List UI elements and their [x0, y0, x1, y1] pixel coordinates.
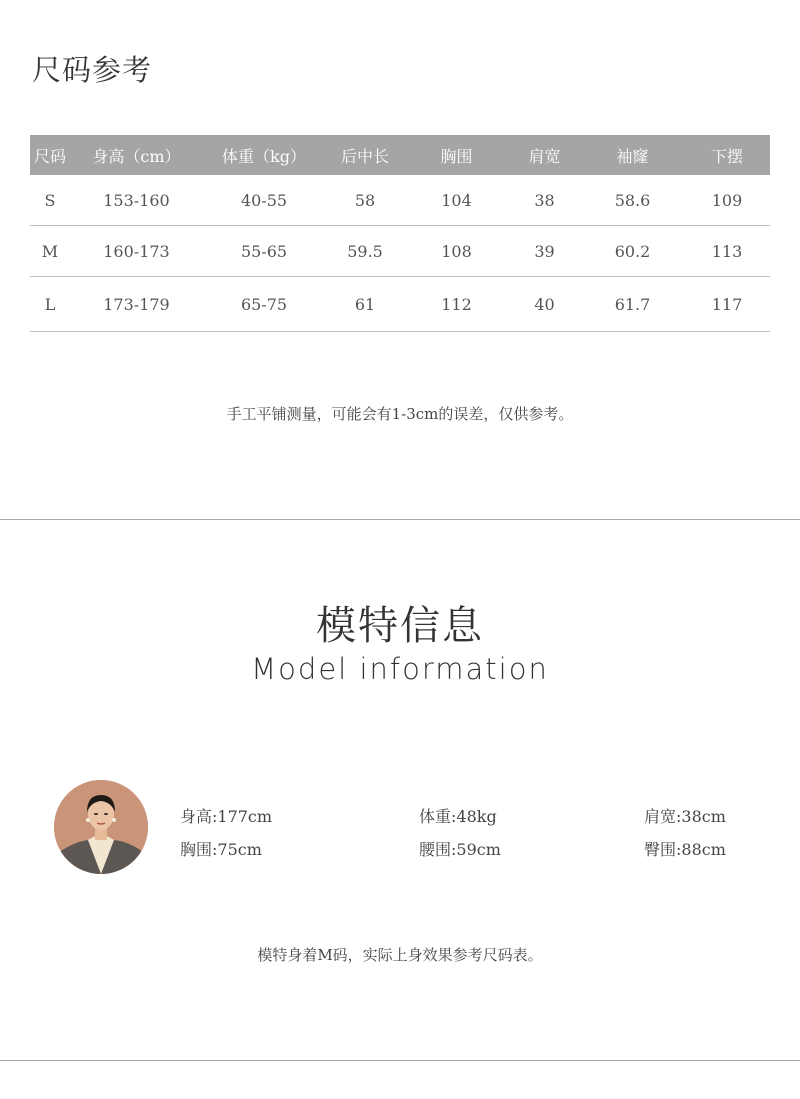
- table-cell: 153-160: [70, 175, 203, 226]
- model-shoulder: 肩宽:38cm: [644, 807, 726, 826]
- table-cell: 59.5: [325, 226, 405, 277]
- table-cell: 38: [508, 175, 581, 226]
- measurement-note: 手工平铺测量，可能会有1-3cm的误差，仅供参考。: [226, 405, 574, 423]
- size-chart-table: [30, 135, 770, 332]
- model-info-title: 模特信息: [316, 603, 484, 649]
- model-weight: 体重:48kg: [419, 807, 497, 826]
- table-cell: 108: [405, 226, 508, 277]
- section-divider: [0, 519, 800, 520]
- size-chart-title: 尺码参考: [32, 53, 153, 87]
- table-cell: 40-55: [203, 175, 325, 226]
- table-cell: 160-173: [70, 226, 203, 277]
- table-cell: 65-75: [203, 277, 325, 332]
- table-cell: M: [30, 226, 70, 277]
- table-cell: 61.7: [581, 277, 684, 332]
- header-shoulder: 肩宽: [528, 146, 561, 166]
- model-info-subtitle: Model information: [251, 652, 549, 686]
- table-cell: 113: [684, 226, 770, 277]
- table-row: [30, 277, 770, 332]
- table-cell: 61: [325, 277, 405, 332]
- table-cell: L: [30, 277, 70, 332]
- model-size-note: 模特身着M码，实际上身效果参考尺码表。: [257, 946, 543, 964]
- model-height: 身高:177cm: [180, 807, 273, 826]
- table-cell: 117: [684, 277, 770, 332]
- table-cell: S: [30, 175, 70, 226]
- model-chest: 胸围:75cm: [180, 840, 262, 859]
- model-hip: 臀围:88cm: [644, 840, 726, 859]
- table-cell: 173-179: [70, 277, 203, 332]
- header-hem: 下摆: [710, 146, 743, 166]
- table-row: [30, 226, 770, 277]
- model-avatar: [54, 780, 148, 874]
- header-weight: 体重（kg）: [222, 146, 306, 166]
- model-waist: 腰围:59cm: [419, 840, 501, 859]
- model-portrait-image: [54, 780, 148, 874]
- bottom-divider: [0, 1060, 800, 1061]
- header-back-length: 后中长: [340, 146, 389, 166]
- table-cell: 109: [684, 175, 770, 226]
- table-row: [30, 175, 770, 226]
- table-cell: 39: [508, 226, 581, 277]
- table-cell: 55-65: [203, 226, 325, 277]
- header-height: 身高（cm）: [92, 146, 181, 166]
- table-cell: 112: [405, 277, 508, 332]
- header-armhole: 袖窿: [616, 146, 649, 166]
- table-cell: 58.6: [581, 175, 684, 226]
- header-chest: 胸围: [440, 146, 473, 166]
- table-cell: 104: [405, 175, 508, 226]
- table-cell: 58: [325, 175, 405, 226]
- header-size: 尺码: [33, 146, 66, 166]
- table-cell: 60.2: [581, 226, 684, 277]
- table-cell: 40: [508, 277, 581, 332]
- table-header-row: [30, 135, 770, 175]
